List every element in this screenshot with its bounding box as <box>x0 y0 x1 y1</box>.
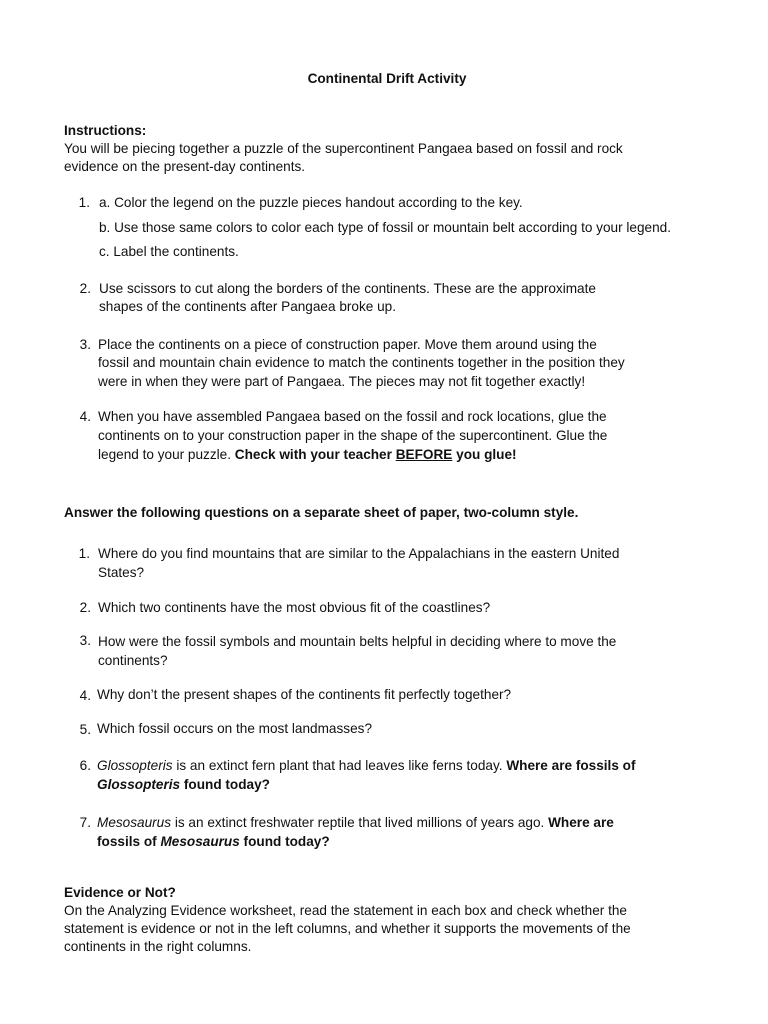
step-4-check-with-teacher: Check with your teacher <box>234 447 396 462</box>
question-2-number: 2. <box>79 600 91 615</box>
question-7-mesosaurus-term: Mesosaurus <box>97 815 172 830</box>
question-1-line2: States? <box>98 565 145 580</box>
question-3-line2: continents? <box>98 653 168 668</box>
question-6-glossopteris-term: Glossopteris <box>97 758 173 773</box>
step-3-number: 3. <box>79 337 91 352</box>
step-1c-text: c. Label the continents. <box>99 244 239 259</box>
instructions-heading: Instructions: <box>64 123 147 138</box>
question-4-line1: Why don’t the present shapes of the continents fit perfectly together? <box>97 687 512 702</box>
question-7-mesosaurus-term-bold: Mesosaurus <box>160 834 240 849</box>
step-2-line1: Use scissors to cut along the borders of the continents. These are the approximate <box>99 281 596 296</box>
evidence-line3: continents in the right columns. <box>64 939 252 954</box>
step-3-line2: fossil and mountain chain evidence to match the continents together in the position they <box>98 355 625 370</box>
step-4-line2: continents on to your construction paper in the shape of the supercontinent. Glue the <box>98 428 608 443</box>
instructions-intro-line1: You will be piecing together a puzzle of the supercontinent Pangaea based on fossil and rock <box>64 141 623 156</box>
question-7-number: 7. <box>79 815 91 830</box>
question-6-number: 6. <box>79 758 91 773</box>
step-3-line3: were in when they were part of Pangaea. The pieces may not fit together exactly! <box>98 374 586 389</box>
step-4-you-glue: you glue! <box>452 447 517 462</box>
question-6-glossopteris-term-bold: Glossopteris <box>97 777 181 792</box>
question-7-prompt-part1: Where are <box>548 815 614 830</box>
step-1a-text: a. Color the legend on the puzzle pieces handout according to the key. <box>99 195 523 210</box>
step-4-line3-plain: legend to your puzzle. <box>98 447 235 462</box>
question-6-line1 <box>97 756 636 775</box>
question-5-line1: Which fossil occurs on the most landmasses? <box>97 721 373 736</box>
step-2-number: 2. <box>79 281 91 296</box>
question-7-prompt-part2a: fossils of <box>97 834 161 849</box>
evidence-line2: statement is evidence or not in the left columns, and whether it supports the movements of the <box>64 921 631 936</box>
step-4-before-emphasis: BEFORE <box>395 447 453 462</box>
question-3-number: 3. <box>79 633 91 648</box>
question-1-line1: Where do you find mountains that are similar to the Appalachians in the eastern United <box>98 546 620 561</box>
instructions-intro-line2: evidence on the present-day continents. <box>64 159 306 174</box>
step-2-line2: shapes of the continents after Pangaea broke up. <box>99 299 397 314</box>
question-7-prompt-part2b: found today? <box>239 834 330 849</box>
question-1-number: 1. <box>78 546 90 561</box>
question-7-line1 <box>97 813 614 832</box>
evidence-line1: On the Analyzing Evidence worksheet, read the statement in each box and check whether the <box>64 903 627 918</box>
evidence-heading: Evidence or Not? <box>64 885 176 900</box>
question-6-prompt-part2: found today? <box>180 777 270 792</box>
question-7-line2 <box>97 832 330 851</box>
question-6-description: is an extinct fern plant that had leaves like ferns today. <box>172 758 507 773</box>
step-3-line1: Place the continents on a piece of construction paper. Move them around using the <box>98 337 597 352</box>
question-5-number: 5. <box>79 722 91 737</box>
question-3-line1: How were the fossil symbols and mountain belts helpful in deciding where to move the <box>98 634 617 649</box>
questions-heading: Answer the following questions on a separate sheet of paper, two-column style. <box>64 505 579 520</box>
page-title: Continental Drift Activity <box>307 71 467 86</box>
step-4-line3 <box>98 445 517 464</box>
step-4-number: 4. <box>79 409 91 424</box>
step-1b-text: b. Use those same colors to color each type of fossil or mountain belt according to your legend. <box>99 220 671 235</box>
question-4-number: 4. <box>79 688 91 703</box>
question-7-description: is an extinct freshwater reptile that lived millions of years ago. <box>171 815 549 830</box>
step-1-number: 1. <box>78 195 90 210</box>
question-6-line2 <box>97 775 270 794</box>
question-6-prompt-part1: Where are fossils of <box>506 758 636 773</box>
step-4-line1: When you have assembled Pangaea based on the fossil and rock locations, glue the <box>98 409 607 424</box>
question-2-line1: Which two continents have the most obvious fit of the coastlines? <box>98 600 491 615</box>
